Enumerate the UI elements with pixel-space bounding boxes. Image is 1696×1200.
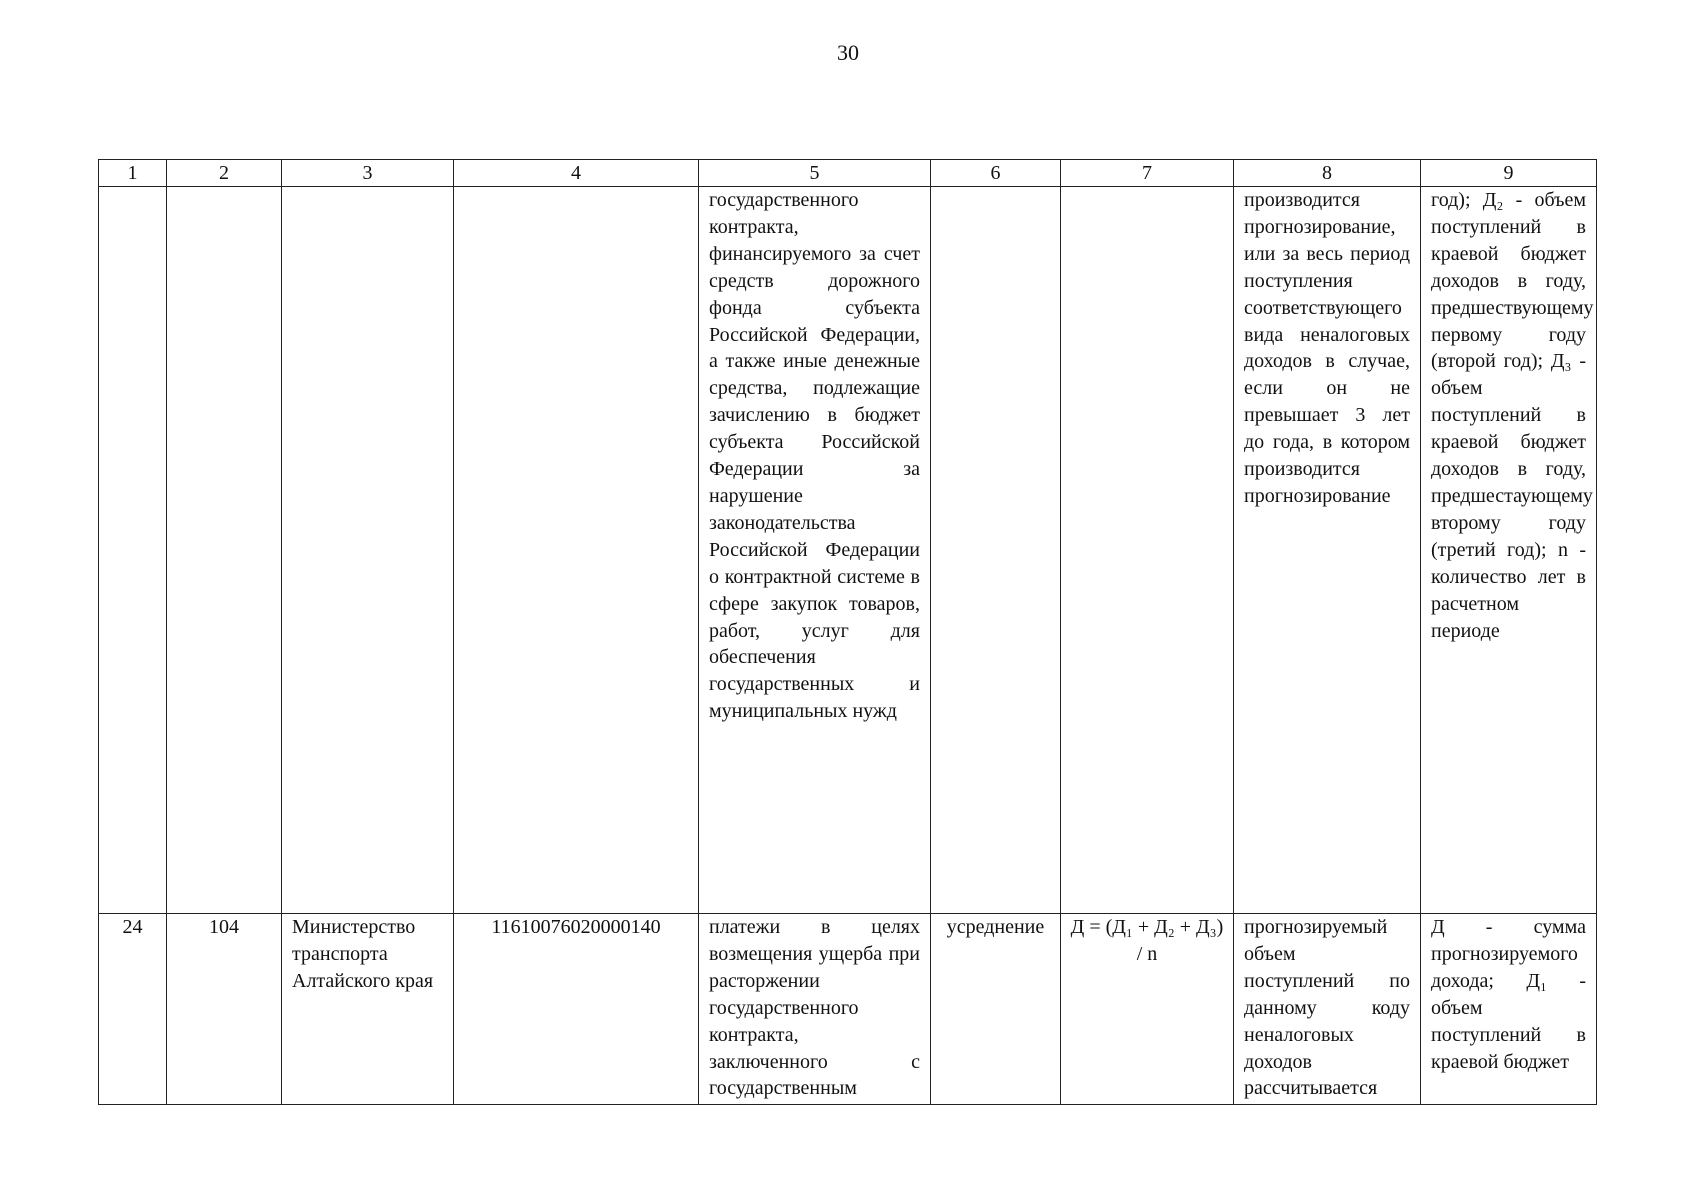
admin-code-cell: 104 [167,914,282,1105]
table-row [99,914,1597,1105]
column-number: 4 [454,160,699,187]
income-description-cell: государственного контракта, финансируемого за счет средств дорожного фонда субъекта Российской Федерации, а также иные денежные средства, подлежащие зачислению в бюджет субъекта Российской Федерации за нарушение законодательства Российской Федерации о контрактной системе в сфере закупок товаров, работ, услуг для обеспечения государственных и муниципальных нужд [699,187,931,914]
page-number: 30 [837,40,859,65]
column-number: 3 [282,160,454,187]
column-number: 5 [699,160,931,187]
column-number: 2 [167,160,282,187]
column-number: 9 [1421,160,1597,187]
column-number: 8 [1234,160,1421,187]
column-number: 7 [1061,160,1234,187]
row-number-cell: 24 [99,914,167,1105]
table-cell-empty [1061,187,1234,914]
indicator-description-cell: Д - сумма прогнозируемого дохода; Д₁ - объем поступлений в краевой бюджет [1421,914,1597,1105]
table-cell-empty [282,187,454,914]
kbk-code-cell: 11610076020000140 [454,914,699,1105]
formula-cell: Д = (Д₁ + Д₂ + Д₃) / n [1061,914,1234,1105]
table-cell-empty [167,187,282,914]
revenue-forecast-table [98,159,1597,1105]
table-row-continued [99,187,1597,914]
column-number: 6 [931,160,1061,187]
administrator-name-cell: Министерство транспорта Алтайского края [282,914,454,1105]
table-cell-empty [454,187,699,914]
indicator-description-cell: год); Д₂ - объем поступлений в краевой бюджет доходов в году, предшествующему первому году (второй год); Д₃ - объем поступлений в краевой бюджет доходов в году, предшестаующему второму году (третий год); n - количество лет в расчетном периоде [1421,187,1597,914]
column-number-row [99,160,1597,187]
income-description-cell: платежи в целях возмещения ущерба при расторжении государственного контракта, заключенного с государственным [699,914,931,1105]
calculation-method-cell: производится прогнозирование, или за весь период поступления соответствующего вида неналоговых доходов в случае, если он не превышает 3 лет до года, в котором производится прогнозирование [1234,187,1421,914]
table-cell-empty [99,187,167,914]
table-cell-empty [931,187,1061,914]
column-number: 1 [99,160,167,187]
calculation-method-cell: прогнозируемый объем поступлений по данному коду неналоговых доходов рассчитывается [1234,914,1421,1105]
forecast-method-cell: усреднение [931,914,1061,1105]
